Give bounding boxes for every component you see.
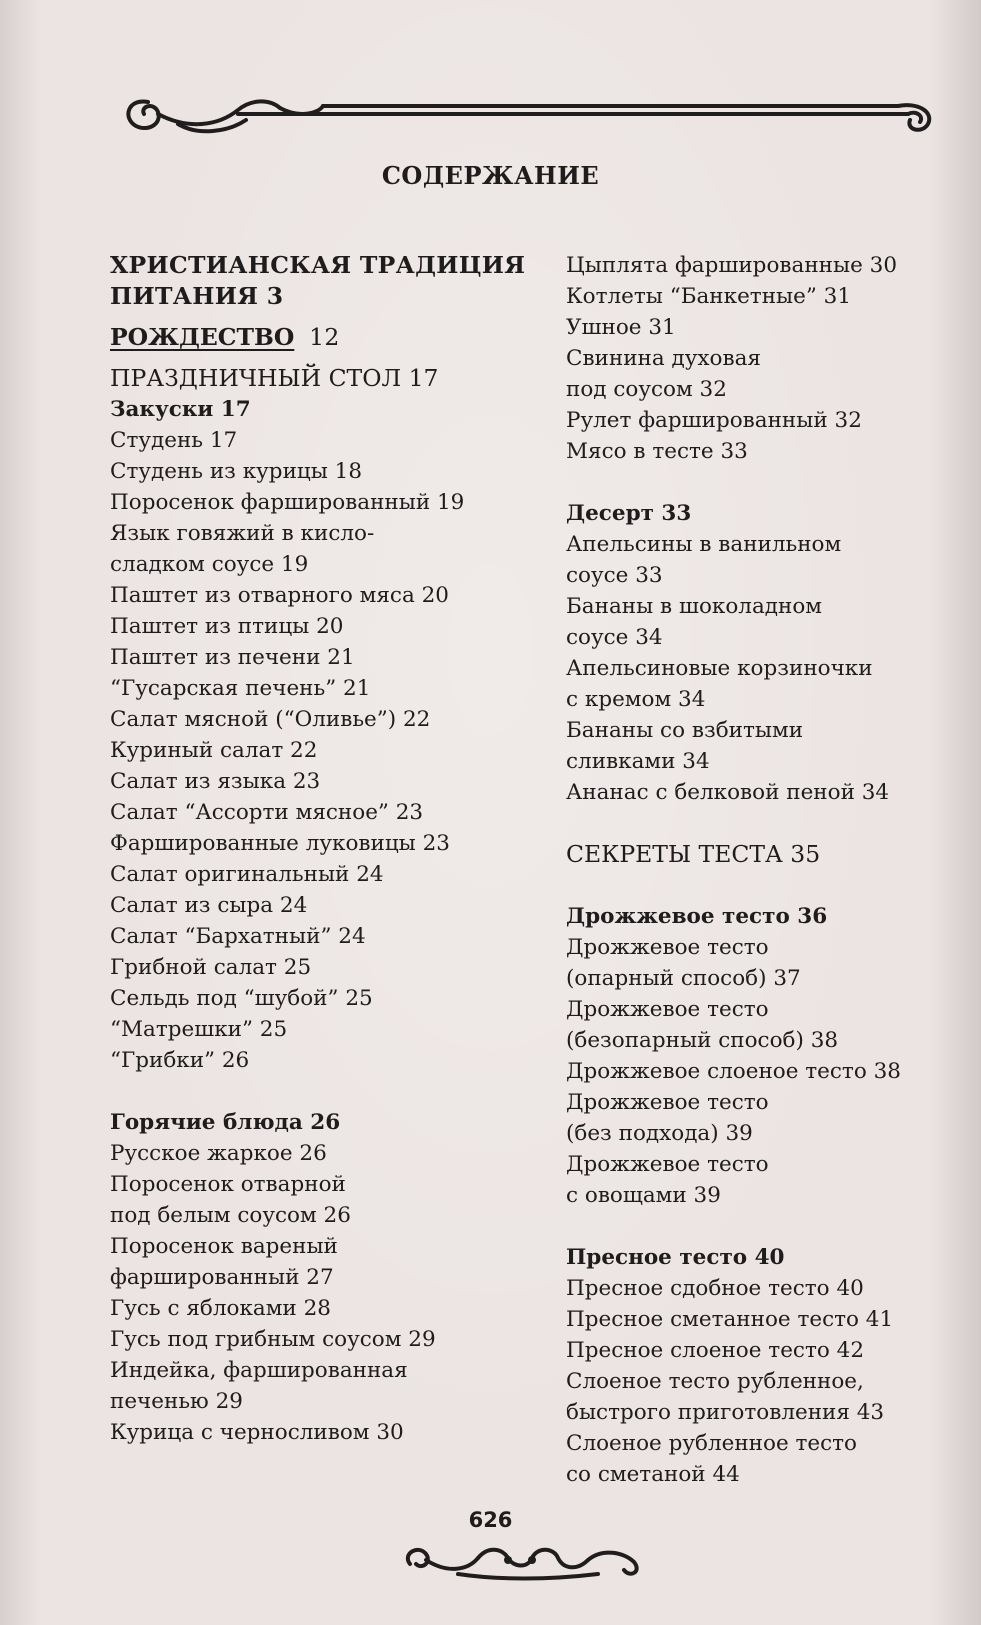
toc-entry: с овощами 39	[566, 1183, 721, 1208]
toc-entry: Студень 17	[110, 428, 238, 453]
toc-entry: Салат мясной (“Оливье”) 22	[110, 707, 431, 732]
toc-entry: со сметаной 44	[566, 1462, 740, 1487]
toc-entry: Рулет фаршированный 32	[566, 408, 862, 433]
toc-entry: Язык говяжий в кисло-	[110, 521, 375, 546]
toc-entry: “Грибки” 26	[110, 1048, 250, 1073]
toc-entry: Салат “Бархатный” 24	[110, 924, 366, 949]
toc-entry: (без подхода) 39	[566, 1121, 753, 1146]
toc-entry: “Гусарская печень” 21	[110, 676, 371, 701]
toc-entry: фаршированный 27	[110, 1265, 334, 1290]
toc-subsection: Дрожжевое тесто 36	[566, 904, 828, 929]
toc-entry: Студень из курицы 18	[110, 459, 363, 484]
toc-entry: Гусь под грибным соусом 29	[110, 1327, 436, 1352]
toc-subsection: Пресное тесто 40	[566, 1245, 785, 1270]
page-number: 626	[468, 1508, 513, 1532]
toc-entry: Пресное сдобное тесто 40	[566, 1276, 864, 1301]
toc-entry: сливками 34	[566, 749, 710, 774]
toc-entry: быстрого приготовления 43	[566, 1400, 885, 1425]
toc-entry: Грибной салат 25	[110, 955, 312, 980]
toc-entry: (опарный способ) 37	[566, 966, 801, 991]
toc-entry: Ушное 31	[566, 315, 676, 340]
toc-entry: “Матрешки” 25	[110, 1017, 288, 1042]
toc-entry: Котлеты “Банкетные” 31	[566, 284, 852, 309]
toc-entry: Апельсины в ванильном	[566, 532, 842, 557]
toc-entry: Бананы со взбитыми	[566, 718, 804, 743]
toc-entry: Дрожжевое тесто	[566, 1152, 769, 1177]
toc-part-title: ХРИСТИАНСКАЯ ТРАДИЦИЯ	[110, 251, 526, 279]
toc-entry: Слоеное рубленное тесто	[566, 1431, 858, 1456]
toc-entry: (безопарный способ) 38	[566, 1028, 839, 1053]
toc-entry: Апельсиновые корзиночки	[566, 656, 873, 681]
toc-entry: с кремом 34	[566, 687, 706, 712]
toc-entry: Мясо в тесте 33	[566, 439, 748, 464]
toc-entry: Свинина духовая	[566, 346, 761, 371]
toc-page-ref: 12	[309, 323, 340, 351]
toc-entry: Русское жаркое 26	[110, 1141, 327, 1166]
toc-entry: сладком соусе 19	[110, 552, 309, 577]
toc-subsection: Десерт 33	[566, 501, 692, 526]
toc-entry: Цыплята фаршированные 30	[566, 253, 898, 278]
toc-entry: Паштет из отварного мяса 20	[110, 583, 449, 608]
toc-entry: Поросенок фаршированный 19	[110, 490, 465, 515]
toc-entry: соусе 34	[566, 625, 663, 650]
toc-entry: соусе 33	[566, 563, 663, 588]
toc-part-title: РОЖДЕСТВО	[110, 323, 295, 351]
toc-entry: Паштет из птицы 20	[110, 614, 344, 639]
top-ornament	[118, 80, 944, 140]
page-title: СОДЕРЖАНИЕ	[381, 161, 600, 190]
toc-entry: Пресное сметанное тесто 41	[566, 1307, 894, 1332]
toc-entry: Паштет из печени 21	[110, 645, 355, 670]
toc-entry: Дрожжевое тесто	[566, 1090, 769, 1115]
toc-entry: Курица с черносливом 30	[110, 1420, 404, 1445]
toc-entry: Салат оригинальный 24	[110, 862, 384, 887]
toc-entry: Ананас с белковой пеной 34	[566, 780, 890, 805]
toc-entry: Слоеное тесто рубленное,	[566, 1369, 864, 1394]
toc-entry: Дрожжевое слоеное тесто 38	[566, 1059, 901, 1084]
bottom-ornament	[398, 1530, 648, 1590]
toc-part-title: ПИТАНИЯ 3	[110, 282, 284, 310]
toc-entry: Куриный салат 22	[110, 738, 318, 763]
toc-entry: Бананы в шоколадном	[566, 594, 823, 619]
toc-entry: Пресное слоеное тесто 42	[566, 1338, 864, 1363]
toc-entry: печенью 29	[110, 1389, 243, 1414]
toc-entry: Сельдь под “шубой” 25	[110, 986, 373, 1011]
toc-entry: Фаршированные луковицы 23	[110, 831, 450, 856]
toc-entry: Поросенок вареный	[110, 1234, 338, 1259]
toc-entry: Поросенок отварной	[110, 1172, 346, 1197]
toc-entry: под белым соусом 26	[110, 1203, 351, 1228]
toc-left-column	[110, 250, 530, 1448]
toc-right-column	[566, 250, 966, 1490]
toc-entry: под соусом 32	[566, 377, 727, 402]
toc-entry: Гусь с яблоками 28	[110, 1296, 331, 1321]
toc-subsection: Горячие блюда 26	[110, 1110, 341, 1135]
toc-entry: Салат из языка 23	[110, 769, 321, 794]
toc-entry: Дрожжевое тесто	[566, 997, 769, 1022]
toc-section: ПРАЗДНИЧНЫЙ СТОЛ 17	[110, 364, 439, 392]
toc-section: СЕКРЕТЫ ТЕСТА 35	[566, 840, 821, 868]
toc-entry: Дрожжевое тесто	[566, 935, 769, 960]
toc-entry: Салат “Ассорти мясное” 23	[110, 800, 424, 825]
toc-subsection: Закуски 17	[110, 397, 251, 422]
toc-entry: Салат из сыра 24	[110, 893, 308, 918]
toc-entry: Индейка, фаршированная	[110, 1358, 408, 1383]
